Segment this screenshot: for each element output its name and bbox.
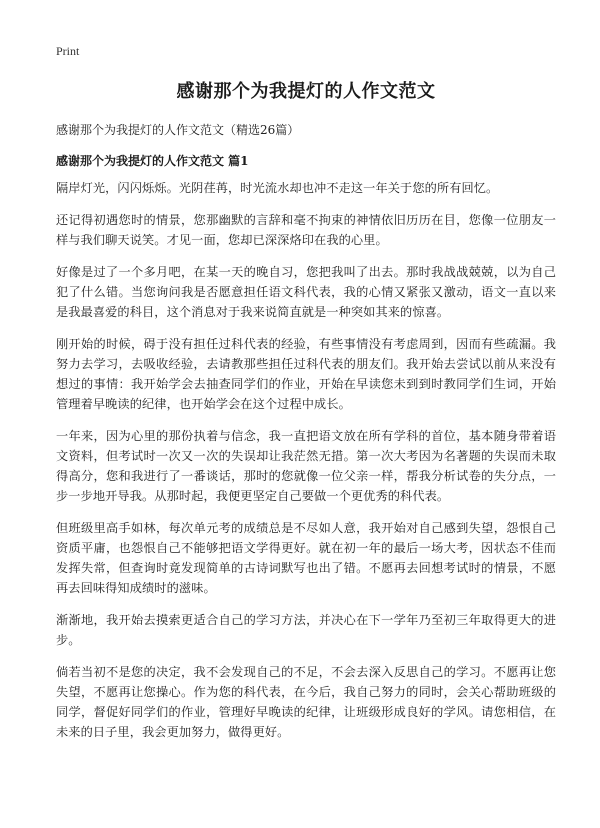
paragraph: 倘若当初不是您的决定，我不会发现自己的不足，不会去深入反思自己的学习。不愿再让您失望，不愿再让您操心。作为您的科代表，在今后，我自己努力的同时，会关心帮助班级的同学，督促好同学们的作业，管理好早晚读的纪律，让班级形成良好的学风。请您相信，在未来的日子里，我会更加努力，做得更好。 — [56, 665, 556, 739]
print-link[interactable]: Print — [56, 44, 80, 58]
paragraph: 但班级里高手如林，每次单元考的成绩总是不尽如人意，我开始对自己感到失望，怨恨自己资质平庸，也怨恨自己不能够把语文学得更好。就在初一年的最后一场大考，因状态不佳而发挥失常，但查询时竟发现简单的古诗词默写也出了错。不愿再去回想考试时的情景，不愿再去回味得知成绩时的滋味。 — [56, 521, 556, 595]
paragraph: 好像是过了一个多月吧，在某一天的晚自习，您把我叫了出去。那时我战战兢兢，以为自己犯了什么错。当您询问我是否愿意担任语文科代表，我的心情又紧张又激动，语文一直以来是我最喜爱的科目，这个消息对于我来说简直就是一种突如其来的惊喜。 — [56, 265, 556, 319]
section-heading: 感谢那个为我提灯的人作文范文 篇1 — [56, 154, 249, 168]
paragraph: 刚开始的时候，碍于没有担任过科代表的经验，有些事情没有考虑周到，因而有些疏漏。我努力去学习，去吸收经验，去请教那些担任过科代表的朋友们。我开始去尝试以前从来没有想过的事情：我开始学会去抽查同学们的作业，开始在早读您未到到时教同学们生词，开始管理着早晚读的纪律，也开始学会在这个过程中成长。 — [56, 337, 556, 411]
paragraph: 还记得初遇您时的情景，您那幽默的言辞和毫不拘束的神情依旧历历在目，您像一位朋友一样与我们聊天说笑。才见一面，您却已深深烙印在我的心里。 — [56, 213, 556, 247]
paragraph: 一年来，因为心里的那份执着与信念，我一直把语文放在所有学科的首位，基本随身带着语文资料，但考试时一次又一次的失误却让我茫然无措。第一次大考因为名著题的失误而未取得高分，您和我进行了一番谈话，那时的您就像一位父亲一样，帮我分析试卷的失分点，一步一步地开导我。从那时起，我便更坚定自己要做一个更优秀的科代表。 — [56, 429, 556, 503]
document-title: 感谢那个为我提灯的人作文范文 — [176, 81, 436, 102]
paragraph: 渐渐地，我开始去摸索更适合自己的学习方法，并决心在下一学年乃至初三年取得更大的进步。 — [56, 613, 556, 647]
paragraph: 隔岸灯光，闪闪烁烁。光阴荏苒，时光流水却也冲不走这一年关于您的所有回忆。 — [56, 181, 499, 195]
document-subtitle: 感谢那个为我提灯的人作文范文（精选26篇） — [56, 123, 300, 137]
